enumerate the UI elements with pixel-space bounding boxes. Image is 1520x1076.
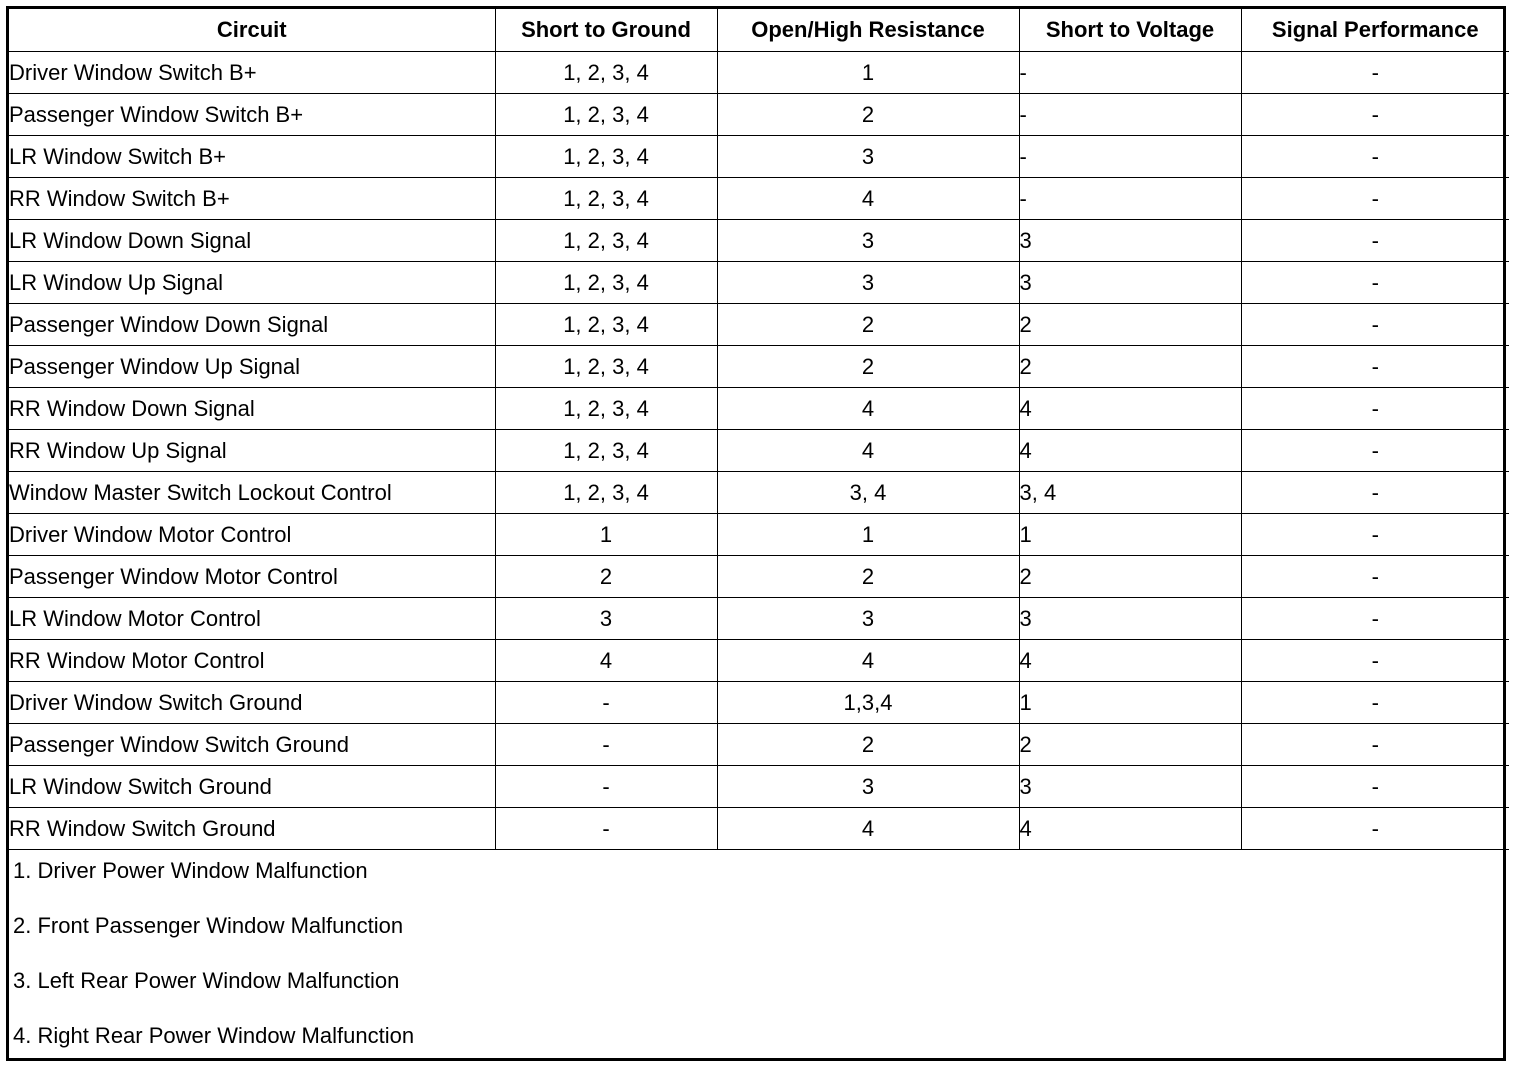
short-to-voltage-cell: 2	[1019, 346, 1241, 388]
open-high-resistance-cell: 3, 4	[717, 472, 1019, 514]
open-high-resistance-cell: 2	[717, 556, 1019, 598]
short-to-voltage-cell: 1	[1019, 682, 1241, 724]
circuit-cell: Passenger Window Up Signal	[9, 346, 495, 388]
short-to-ground-cell: 1, 2, 3, 4	[495, 52, 717, 94]
short-to-ground-cell: 1, 2, 3, 4	[495, 178, 717, 220]
signal-performance-cell: -	[1241, 514, 1509, 556]
table-row	[9, 388, 1509, 430]
short-to-ground-cell: -	[495, 724, 717, 766]
signal-performance-cell: -	[1241, 220, 1509, 262]
legend-item: 3. Left Rear Power Window Malfunction	[13, 968, 400, 993]
short-to-voltage-cell: 2	[1019, 724, 1241, 766]
circuit-cell: Passenger Window Motor Control	[9, 556, 495, 598]
header-signal-performance: Signal Performance	[1241, 9, 1509, 52]
circuit-cell: RR Window Down Signal	[9, 388, 495, 430]
open-high-resistance-cell: 4	[717, 808, 1019, 850]
circuit-cell: RR Window Motor Control	[9, 640, 495, 682]
short-to-voltage-cell: 3	[1019, 220, 1241, 262]
short-to-voltage-cell: 4	[1019, 388, 1241, 430]
signal-performance-cell: -	[1241, 556, 1509, 598]
short-to-voltage-cell: 4	[1019, 640, 1241, 682]
circuit-cell: LR Window Up Signal	[9, 262, 495, 304]
table-row	[9, 304, 1509, 346]
table-row	[9, 220, 1509, 262]
table-row	[9, 136, 1509, 178]
short-to-voltage-cell: 2	[1019, 304, 1241, 346]
signal-performance-cell: -	[1241, 682, 1509, 724]
short-to-ground-cell: 1, 2, 3, 4	[495, 388, 717, 430]
open-high-resistance-cell: 1	[717, 52, 1019, 94]
short-to-voltage-cell: -	[1019, 136, 1241, 178]
circuit-cell: LR Window Motor Control	[9, 598, 495, 640]
legend	[9, 850, 1503, 1076]
table-row	[9, 472, 1509, 514]
open-high-resistance-cell: 4	[717, 430, 1019, 472]
short-to-ground-cell: 1, 2, 3, 4	[495, 220, 717, 262]
short-to-ground-cell: -	[495, 766, 717, 808]
signal-performance-cell: -	[1241, 346, 1509, 388]
short-to-ground-cell: 1, 2, 3, 4	[495, 346, 717, 388]
short-to-ground-cell: 1, 2, 3, 4	[495, 304, 717, 346]
symptom-matrix-sheet	[6, 6, 1506, 1061]
short-to-voltage-cell: 1	[1019, 514, 1241, 556]
table-row	[9, 262, 1509, 304]
signal-performance-cell: -	[1241, 472, 1509, 514]
open-high-resistance-cell: 2	[717, 304, 1019, 346]
short-to-voltage-cell: 3	[1019, 598, 1241, 640]
short-to-ground-cell: -	[495, 808, 717, 850]
circuit-cell: Passenger Window Switch Ground	[9, 724, 495, 766]
circuit-cell: Driver Window Switch Ground	[9, 682, 495, 724]
table-row	[9, 724, 1509, 766]
open-high-resistance-cell: 2	[717, 94, 1019, 136]
circuit-cell: RR Window Switch Ground	[9, 808, 495, 850]
circuit-cell: LR Window Down Signal	[9, 220, 495, 262]
short-to-ground-cell: 1	[495, 514, 717, 556]
short-to-ground-cell: 1, 2, 3, 4	[495, 94, 717, 136]
table-row	[9, 682, 1509, 724]
header-row	[9, 9, 1509, 52]
table-row	[9, 94, 1509, 136]
short-to-voltage-cell: 3	[1019, 262, 1241, 304]
short-to-ground-cell: 4	[495, 640, 717, 682]
table-row	[9, 640, 1509, 682]
open-high-resistance-cell: 4	[717, 178, 1019, 220]
short-to-ground-cell: 1, 2, 3, 4	[495, 472, 717, 514]
signal-performance-cell: -	[1241, 94, 1509, 136]
signal-performance-cell: -	[1241, 52, 1509, 94]
header-short-to-voltage: Short to Voltage	[1019, 9, 1241, 52]
signal-performance-cell: -	[1241, 640, 1509, 682]
legend-item: 4. Right Rear Power Window Malfunction	[13, 1023, 415, 1048]
table-row	[9, 598, 1509, 640]
legend-item: 1. Driver Power Window Malfunction	[13, 858, 368, 883]
short-to-ground-cell: 1, 2, 3, 4	[495, 136, 717, 178]
open-high-resistance-cell: 3	[717, 136, 1019, 178]
short-to-ground-cell: 1, 2, 3, 4	[495, 262, 717, 304]
short-to-voltage-cell: 3, 4	[1019, 472, 1241, 514]
open-high-resistance-cell: 1,3,4	[717, 682, 1019, 724]
open-high-resistance-cell: 3	[717, 262, 1019, 304]
short-to-voltage-cell: 4	[1019, 808, 1241, 850]
signal-performance-cell: -	[1241, 724, 1509, 766]
short-to-voltage-cell: -	[1019, 94, 1241, 136]
short-to-ground-cell: 2	[495, 556, 717, 598]
table-row	[9, 808, 1509, 850]
signal-performance-cell: -	[1241, 304, 1509, 346]
table-header	[9, 9, 1509, 52]
open-high-resistance-cell: 3	[717, 220, 1019, 262]
circuit-cell: Driver Window Motor Control	[9, 514, 495, 556]
signal-performance-cell: -	[1241, 262, 1509, 304]
table-row	[9, 178, 1509, 220]
open-high-resistance-cell: 3	[717, 766, 1019, 808]
table-row	[9, 52, 1509, 94]
circuit-cell: Passenger Window Switch B+	[9, 94, 495, 136]
signal-performance-cell: -	[1241, 598, 1509, 640]
table-row	[9, 556, 1509, 598]
legend-item: 2. Front Passenger Window Malfunction	[13, 913, 404, 938]
signal-performance-cell: -	[1241, 430, 1509, 472]
table-body	[9, 52, 1509, 850]
header-circuit: Circuit	[9, 9, 495, 52]
short-to-voltage-cell: 2	[1019, 556, 1241, 598]
circuit-cell: LR Window Switch B+	[9, 136, 495, 178]
short-to-voltage-cell: -	[1019, 52, 1241, 94]
open-high-resistance-cell: 3	[717, 598, 1019, 640]
circuit-cell: RR Window Switch B+	[9, 178, 495, 220]
table-row	[9, 514, 1509, 556]
header-open-high-resistance: Open/High Resistance	[717, 9, 1019, 52]
short-to-voltage-cell: 4	[1019, 430, 1241, 472]
open-high-resistance-cell: 2	[717, 724, 1019, 766]
signal-performance-cell: -	[1241, 388, 1509, 430]
circuit-cell: Driver Window Switch B+	[9, 52, 495, 94]
open-high-resistance-cell: 4	[717, 640, 1019, 682]
open-high-resistance-cell: 4	[717, 388, 1019, 430]
short-to-ground-cell: -	[495, 682, 717, 724]
table-row	[9, 430, 1509, 472]
open-high-resistance-cell: 1	[717, 514, 1019, 556]
signal-performance-cell: -	[1241, 808, 1509, 850]
circuit-cell: LR Window Switch Ground	[9, 766, 495, 808]
short-to-voltage-cell: 3	[1019, 766, 1241, 808]
short-to-ground-cell: 3	[495, 598, 717, 640]
header-short-to-ground: Short to Ground	[495, 9, 717, 52]
signal-performance-cell: -	[1241, 766, 1509, 808]
circuit-cell: RR Window Up Signal	[9, 430, 495, 472]
open-high-resistance-cell: 2	[717, 346, 1019, 388]
circuit-cell: Passenger Window Down Signal	[9, 304, 495, 346]
circuit-symptom-table	[9, 9, 1509, 850]
table-row	[9, 346, 1509, 388]
short-to-voltage-cell: -	[1019, 178, 1241, 220]
circuit-cell: Window Master Switch Lockout Control	[9, 472, 495, 514]
table-row	[9, 766, 1509, 808]
signal-performance-cell: -	[1241, 136, 1509, 178]
signal-performance-cell: -	[1241, 178, 1509, 220]
short-to-ground-cell: 1, 2, 3, 4	[495, 430, 717, 472]
